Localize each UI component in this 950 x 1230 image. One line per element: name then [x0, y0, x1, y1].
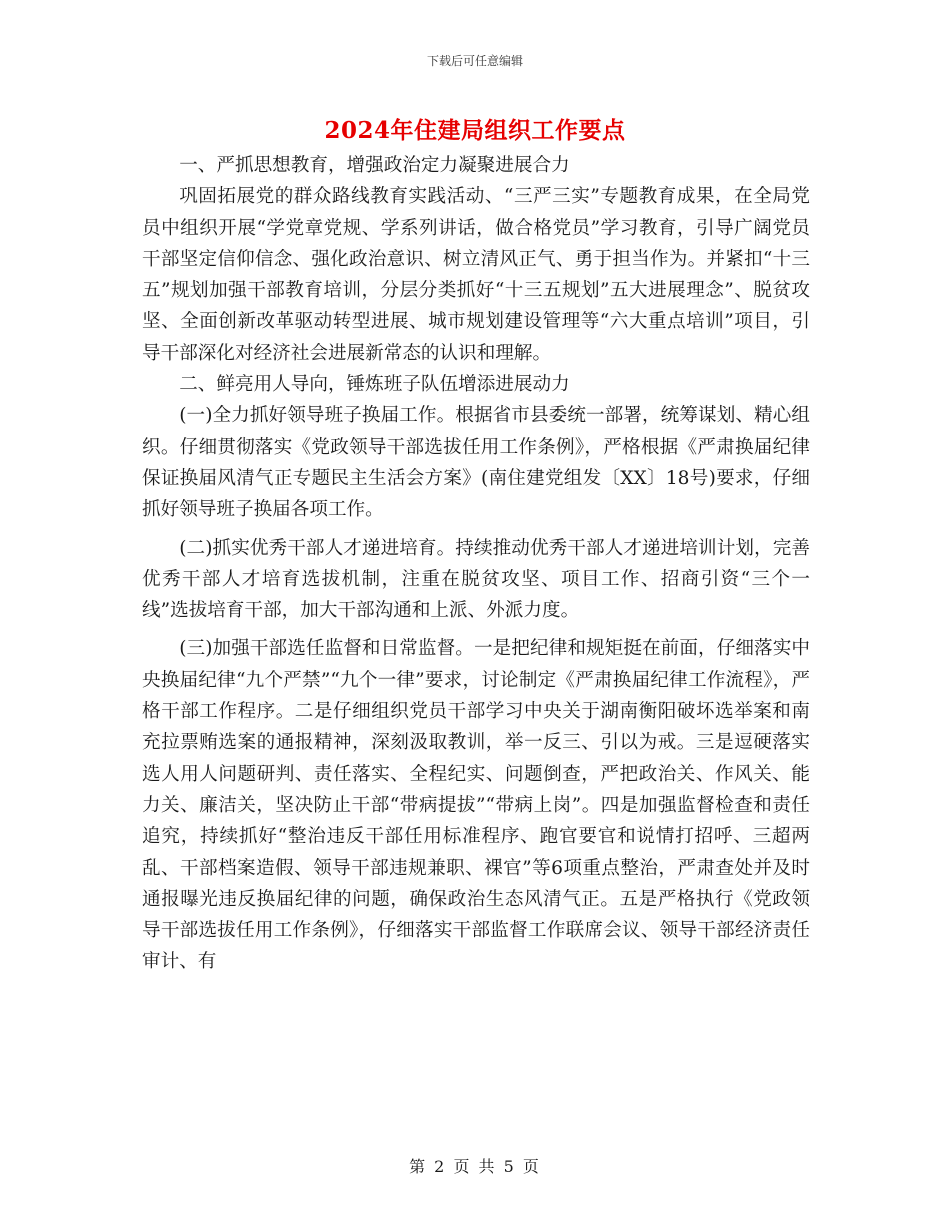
paragraph-2-2: (二)抓实优秀干部人才递进培育。持续推动优秀干部人才递进培训计划，完善优秀干部人才培育选拔机制，注重在脱贫攻坚、项目工作、招商引资“三个一线”选拔培育干部，加大干部沟通和上派、外派力度。 — [142, 537, 810, 622]
paragraph-2-1: (一)全力抓好领导班子换届工作。根据省市县委统一部署，统筹谋划、精心组织。仔细贯彻落实《党政领导干部选拔任用工作条例》，严格根据《严肃换届纪律保证换届风清气正专题民主生活会方案》(南住建党组发〔XX〕18号)要求，仔细抓好领导班子换届各项工作。 — [142, 405, 810, 521]
document-title: 2024年住建局组织工作要点 — [324, 117, 626, 144]
document-body — [142, 150, 810, 978]
section-heading-1: 一、严抓思想教育，增强政治定力凝聚进展合力 — [179, 155, 570, 176]
paragraph-1: 巩固拓展党的群众路线教育实践活动、“三严三实”专题教育成果，在全局党员中组织开展“学党章党规、学系列讲话，做合格党员”学习教育，引导广阔党员干部坚定信仰信念、强化政治意识、树立清风正气、勇于担当作为。并紧扣“十三五”规划加强干部教育培训，分层分类抓好“十三五规划”五大进展理念”、脱贫攻坚、全面创新改革驱动转型进展、城市规划建设管理等“六大重点培训”项目，引导干部深化对经济社会进展新常态的认识和理解。 — [142, 186, 810, 364]
section-heading-2: 二、鲜亮用人导向，锤炼班子队伍增添进展动力 — [179, 374, 570, 396]
paragraph-2-3: (三)加强干部选任监督和日常监督。一是把纪律和规矩挺在前面，仔细落实中央换届纪律“九个严禁”“九个一律”要求，讨论制定《严肃换届纪律工作流程》，严格干部工作程序。二是仔细组织党员干部学习中央关于湖南衡阳破坏选举案和南充拉票贿选案的通报精神，深刻汲取教训，举一反三、引以为戒。三是逗硬落实选人用人问题研判、责任落实、全程纪实、问题倒查，严把政治关、作风关、能力关、廉洁关，坚决防止干部“带病提拔”“带病上岗”。四是加强监督检查和责任追究，持续抓好“整治违反干部任用标准程序、跑官要官和说情打招呼、三超两乱、干部档案造假、领导干部违规兼职、裸官”等6项重点整治，严肃查处并及时通报曝光违反换届纪律的问题，确保政治生态风清气正。五是严格执行《党政领导干部选拔任用工作条例》，仔细落实干部监督工作联席会议、领导干部经济责任审计、有 — [142, 638, 810, 973]
header-note: 下载后可任意编辑 — [426, 54, 523, 68]
page-number: 第 2 页 共 5 页 — [409, 1157, 541, 1176]
